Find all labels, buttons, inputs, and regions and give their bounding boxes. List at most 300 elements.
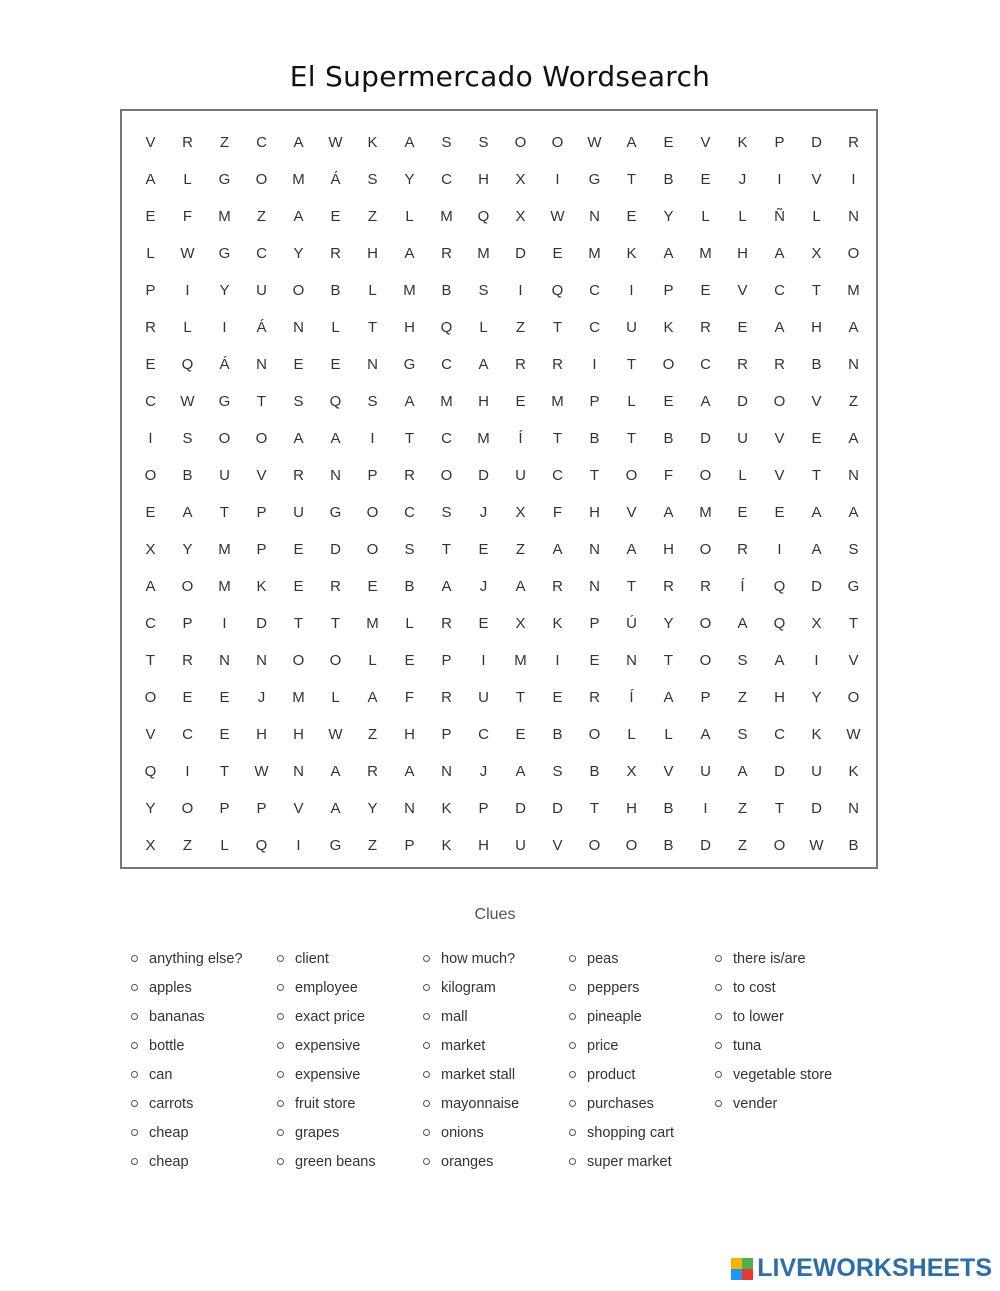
grid-letter[interactable]: U [700,763,711,780]
grid-letter[interactable]: J [257,689,266,706]
grid-letter[interactable]: B [848,837,859,854]
grid-letter[interactable]: T [626,171,637,188]
grid-letter[interactable]: T [330,615,341,632]
grid-letter[interactable]: Y [663,208,674,225]
grid-letter[interactable]: P [589,393,600,410]
grid-letter[interactable]: E [774,504,785,521]
grid-letter[interactable]: O [699,541,712,558]
grid-letter[interactable]: N [626,652,637,669]
grid-letter[interactable]: W [254,763,269,780]
grid-letter[interactable]: O [255,430,268,447]
grid-letter[interactable]: X [515,504,526,521]
grid-letter[interactable]: N [256,356,267,373]
grid-letter[interactable]: T [256,393,267,410]
grid-letter[interactable]: S [848,541,859,558]
grid-letter[interactable]: V [552,837,563,854]
grid-letter[interactable]: C [441,171,452,188]
grid-letter[interactable]: I [370,430,375,447]
grid-letter[interactable]: T [774,800,785,817]
grid-letter[interactable]: A [552,541,563,558]
grid-letter[interactable]: H [478,171,489,188]
grid-letter[interactable]: E [626,208,637,225]
grid-letter[interactable]: R [441,245,452,262]
grid-letter[interactable]: A [404,245,415,262]
grid-letter[interactable]: T [811,467,822,484]
grid-letter[interactable]: R [182,652,193,669]
grid-letter[interactable]: C [182,726,193,743]
grid-letter[interactable]: A [700,726,711,743]
grid-letter[interactable]: S [367,393,378,410]
grid-letter[interactable]: R [552,356,563,373]
grid-letter[interactable]: V [145,726,156,743]
grid-letter[interactable]: N [441,763,452,780]
grid-letter[interactable]: E [219,689,230,706]
grid-letter[interactable]: P [478,800,489,817]
grid-letter[interactable]: E [700,282,711,299]
grid-letter[interactable]: S [737,652,748,669]
grid-letter[interactable]: I [222,319,227,336]
grid-letter[interactable]: Q [329,393,342,410]
grid-letter[interactable]: C [589,282,600,299]
grid-letter[interactable]: H [478,837,489,854]
grid-letter[interactable]: V [848,652,859,669]
grid-letter[interactable]: R [182,134,193,151]
grid-letter[interactable]: A [293,430,304,447]
grid-letter[interactable]: S [478,134,489,151]
grid-letter[interactable]: E [478,615,489,632]
grid-letter[interactable]: O [699,652,712,669]
grid-letter[interactable]: R [330,578,341,595]
grid-letter[interactable]: O [144,689,157,706]
grid-letter[interactable]: P [441,652,452,669]
grid-letter[interactable]: Z [737,689,748,706]
grid-letter[interactable]: P [256,504,267,521]
grid-letter[interactable]: N [848,208,859,225]
grid-letter[interactable]: O [588,837,601,854]
grid-letter[interactable]: L [405,208,414,225]
grid-letter[interactable]: W [180,393,195,410]
grid-letter[interactable]: P [700,689,711,706]
grid-letter[interactable]: Ñ [774,208,785,225]
grid-letter[interactable]: P [774,134,785,151]
grid-letter[interactable]: I [518,282,523,299]
grid-letter[interactable]: O [181,578,194,595]
grid-letter[interactable]: C [441,356,452,373]
grid-letter[interactable]: A [811,504,822,521]
grid-letter[interactable]: E [663,393,674,410]
grid-letter[interactable]: N [589,578,600,595]
grid-letter[interactable]: G [329,504,342,521]
grid-letter[interactable]: W [328,726,343,743]
grid-letter[interactable]: E [478,541,489,558]
grid-letter[interactable]: A [515,763,526,780]
grid-letter[interactable]: Z [256,208,267,225]
grid-letter[interactable]: E [293,541,304,558]
grid-letter[interactable]: I [777,541,782,558]
grid-letter[interactable]: Q [773,615,786,632]
grid-letter[interactable]: E [811,430,822,447]
grid-letter[interactable]: H [478,393,489,410]
grid-letter[interactable]: A [330,763,341,780]
grid-letter[interactable]: W [587,134,602,151]
grid-letter[interactable]: Z [848,393,859,410]
grid-letter[interactable]: C [700,356,711,373]
grid-letter[interactable]: X [145,541,156,558]
grid-letter[interactable]: T [552,430,563,447]
grid-letter[interactable]: L [664,726,673,743]
grid-letter[interactable]: R [330,245,341,262]
grid-letter[interactable]: N [293,763,304,780]
grid-letter[interactable]: I [555,171,560,188]
grid-letter[interactable]: M [218,208,231,225]
grid-letter[interactable]: Y [182,541,193,558]
grid-letter[interactable]: R [404,467,415,484]
grid-letter[interactable]: E [367,578,378,595]
grid-letter[interactable]: N [589,208,600,225]
grid-letter[interactable]: O [366,541,379,558]
grid-letter[interactable]: H [811,319,822,336]
grid-letter[interactable]: O [329,652,342,669]
grid-letter[interactable]: D [737,393,748,410]
grid-letter[interactable]: V [811,393,822,410]
grid-letter[interactable]: Q [551,282,564,299]
grid-letter[interactable]: A [848,319,859,336]
grid-letter[interactable]: P [256,541,267,558]
grid-letter[interactable]: M [514,652,527,669]
grid-letter[interactable]: L [220,837,229,854]
grid-letter[interactable]: C [256,245,267,262]
grid-letter[interactable]: L [368,282,377,299]
grid-letter[interactable]: G [218,245,231,262]
grid-letter[interactable]: E [552,689,563,706]
grid-letter[interactable]: F [552,504,563,521]
grid-letter[interactable]: T [219,763,230,780]
grid-letter[interactable]: Z [367,726,378,743]
grid-letter[interactable]: A [737,763,748,780]
grid-letter[interactable]: O [514,134,527,151]
grid-letter[interactable]: E [552,245,563,262]
grid-letter[interactable]: E [219,726,230,743]
grid-letter[interactable]: F [404,689,415,706]
grid-letter[interactable]: E [515,726,526,743]
grid-letter[interactable]: U [737,430,748,447]
grid-letter[interactable]: H [589,504,600,521]
grid-letter[interactable]: L [331,689,340,706]
grid-letter[interactable]: M [292,171,305,188]
grid-letter[interactable]: C [774,726,785,743]
grid-letter[interactable]: N [848,356,859,373]
grid-letter[interactable]: L [183,171,192,188]
grid-letter[interactable]: O [588,726,601,743]
grid-letter[interactable]: B [589,430,600,447]
grid-letter[interactable]: S [182,430,193,447]
grid-letter[interactable]: D [552,800,563,817]
grid-letter[interactable]: P [404,837,415,854]
grid-letter[interactable]: L [146,245,155,262]
grid-letter[interactable]: M [403,282,416,299]
grid-letter[interactable]: A [182,504,193,521]
grid-letter[interactable]: C [441,430,452,447]
grid-letter[interactable]: T [848,615,859,632]
grid-letter[interactable]: G [329,837,342,854]
grid-letter[interactable]: W [328,134,343,151]
grid-letter[interactable]: I [185,763,190,780]
grid-letter[interactable]: Í [740,578,745,595]
grid-letter[interactable]: K [441,800,452,817]
grid-letter[interactable]: P [367,467,378,484]
grid-letter[interactable]: S [441,134,452,151]
grid-letter[interactable]: Z [737,837,748,854]
grid-letter[interactable]: L [183,319,192,336]
grid-letter[interactable]: G [403,356,416,373]
grid-letter[interactable]: Á [330,171,341,188]
grid-letter[interactable]: F [663,467,674,484]
grid-letter[interactable]: E [182,689,193,706]
grid-letter[interactable]: I [296,837,301,854]
grid-letter[interactable]: A [293,134,304,151]
grid-letter[interactable]: A [330,430,341,447]
grid-letter[interactable]: N [256,652,267,669]
grid-letter[interactable]: A [774,652,785,669]
grid-letter[interactable]: X [811,615,822,632]
grid-letter[interactable]: F [182,208,193,225]
grid-letter[interactable]: H [256,726,267,743]
grid-letter[interactable]: N [589,541,600,558]
grid-letter[interactable]: V [145,134,156,151]
grid-letter[interactable]: U [219,467,230,484]
grid-letter[interactable]: P [145,282,156,299]
grid-letter[interactable]: C [478,726,489,743]
grid-letter[interactable]: V [626,504,637,521]
grid-letter[interactable]: A [404,393,415,410]
grid-letter[interactable]: O [551,134,564,151]
grid-letter[interactable]: S [441,504,452,521]
grid-letter[interactable]: O [699,615,712,632]
grid-letter[interactable]: B [663,430,674,447]
grid-letter[interactable]: V [663,763,674,780]
grid-letter[interactable]: T [626,430,637,447]
grid-letter[interactable]: X [515,615,526,632]
grid-letter[interactable]: Q [255,837,268,854]
grid-letter[interactable]: Y [404,171,415,188]
grid-letter[interactable]: T [811,282,822,299]
grid-letter[interactable]: R [737,356,748,373]
grid-letter[interactable]: A [663,504,674,521]
grid-letter[interactable]: E [330,208,341,225]
grid-letter[interactable]: A [404,134,415,151]
grid-letter[interactable]: V [811,171,822,188]
grid-letter[interactable]: A [774,319,785,336]
grid-letter[interactable]: Z [515,541,526,558]
grid-letter[interactable]: K [848,763,859,780]
grid-letter[interactable]: N [848,800,859,817]
grid-letter[interactable]: K [737,134,748,151]
grid-letter[interactable]: B [330,282,341,299]
grid-letter[interactable]: R [515,356,526,373]
grid-letter[interactable]: K [367,134,378,151]
grid-letter[interactable]: H [626,800,637,817]
grid-letter[interactable]: U [293,504,304,521]
grid-letter[interactable]: A [404,763,415,780]
grid-letter[interactable]: P [182,615,193,632]
grid-letter[interactable]: A [145,578,156,595]
grid-letter[interactable]: H [367,245,378,262]
grid-letter[interactable]: S [367,171,378,188]
grid-letter[interactable]: O [255,171,268,188]
grid-letter[interactable]: I [185,282,190,299]
grid-letter[interactable]: T [293,615,304,632]
grid-letter[interactable]: A [478,356,489,373]
grid-letter[interactable]: R [145,319,156,336]
grid-letter[interactable]: Y [663,615,674,632]
grid-letter[interactable]: G [218,393,231,410]
grid-letter[interactable]: I [148,430,153,447]
grid-letter[interactable]: W [550,208,565,225]
grid-letter[interactable]: T [367,319,378,336]
grid-letter[interactable]: T [404,430,415,447]
grid-letter[interactable]: L [368,652,377,669]
grid-letter[interactable]: M [551,393,564,410]
grid-letter[interactable]: T [219,504,230,521]
grid-letter[interactable]: Z [515,319,526,336]
grid-letter[interactable]: K [441,837,452,854]
grid-letter[interactable]: J [479,578,488,595]
grid-letter[interactable]: A [145,171,156,188]
grid-letter[interactable]: C [256,134,267,151]
grid-letter[interactable]: W [846,726,861,743]
grid-letter[interactable]: U [478,689,489,706]
grid-letter[interactable]: C [552,467,563,484]
grid-letter[interactable]: X [515,208,526,225]
grid-letter[interactable]: E [293,578,304,595]
grid-letter[interactable]: O [144,467,157,484]
grid-letter[interactable]: N [293,319,304,336]
grid-letter[interactable]: H [737,245,748,262]
grid-letter[interactable]: D [811,800,822,817]
grid-letter[interactable]: E [663,134,674,151]
grid-letter[interactable]: A [626,134,637,151]
grid-letter[interactable]: T [663,652,674,669]
grid-letter[interactable]: S [404,541,415,558]
grid-letter[interactable]: Í [629,689,634,706]
grid-letter[interactable]: N [330,467,341,484]
grid-letter[interactable]: I [777,171,782,188]
grid-letter[interactable]: V [774,467,785,484]
grid-letter[interactable]: U [626,319,637,336]
grid-letter[interactable]: O [699,467,712,484]
grid-letter[interactable]: H [404,319,415,336]
grid-letter[interactable]: Q [773,578,786,595]
grid-letter[interactable]: B [663,800,674,817]
grid-letter[interactable]: A [626,541,637,558]
grid-letter[interactable]: M [588,245,601,262]
grid-letter[interactable]: O [847,245,860,262]
grid-letter[interactable]: G [218,171,231,188]
grid-letter[interactable]: R [589,689,600,706]
grid-letter[interactable]: H [774,689,785,706]
grid-letter[interactable]: O [625,837,638,854]
grid-letter[interactable]: E [293,356,304,373]
grid-letter[interactable]: H [293,726,304,743]
grid-letter[interactable]: A [700,393,711,410]
grid-letter[interactable]: R [774,356,785,373]
grid-letter[interactable]: E [145,356,156,373]
grid-letter[interactable]: R [737,541,748,558]
grid-letter[interactable]: T [589,467,600,484]
grid-letter[interactable]: D [515,800,526,817]
grid-letter[interactable]: P [589,615,600,632]
grid-letter[interactable]: O [773,393,786,410]
grid-letter[interactable]: R [293,467,304,484]
grid-letter[interactable]: E [737,504,748,521]
grid-letter[interactable]: I [851,171,856,188]
grid-letter[interactable]: Q [440,319,453,336]
grid-letter[interactable]: A [848,504,859,521]
grid-letter[interactable]: T [145,652,156,669]
grid-letter[interactable]: O [625,467,638,484]
grid-letter[interactable]: L [812,208,821,225]
grid-letter[interactable]: Y [219,282,230,299]
grid-letter[interactable]: Y [145,800,156,817]
grid-letter[interactable]: D [700,430,711,447]
grid-letter[interactable]: R [552,578,563,595]
grid-letter[interactable]: C [145,393,156,410]
grid-letter[interactable]: N [404,800,415,817]
grid-letter[interactable]: L [627,726,636,743]
grid-letter[interactable]: M [847,282,860,299]
grid-letter[interactable]: E [145,504,156,521]
grid-letter[interactable]: I [592,356,597,373]
grid-letter[interactable]: S [478,282,489,299]
grid-letter[interactable]: M [366,615,379,632]
grid-letter[interactable]: A [515,578,526,595]
grid-letter[interactable]: O [292,282,305,299]
grid-letter[interactable]: J [479,763,488,780]
grid-letter[interactable]: I [703,800,708,817]
grid-letter[interactable]: M [699,504,712,521]
grid-letter[interactable]: B [589,763,600,780]
grid-letter[interactable]: C [589,319,600,336]
grid-letter[interactable]: S [293,393,304,410]
grid-letter[interactable]: O [773,837,786,854]
grid-letter[interactable]: Z [367,837,378,854]
grid-letter[interactable]: A [737,615,748,632]
grid-letter[interactable]: L [738,208,747,225]
grid-letter[interactable]: Í [518,430,523,447]
grid-letter[interactable]: L [479,319,488,336]
grid-letter[interactable]: T [626,578,637,595]
grid-letter[interactable]: O [662,356,675,373]
grid-letter[interactable]: Q [477,208,490,225]
grid-letter[interactable]: A [774,245,785,262]
grid-letter[interactable]: R [663,578,674,595]
grid-letter[interactable]: A [441,578,452,595]
grid-letter[interactable]: J [479,504,488,521]
grid-letter[interactable]: O [218,430,231,447]
grid-letter[interactable]: M [477,245,490,262]
grid-letter[interactable]: U [256,282,267,299]
grid-letter[interactable]: P [256,800,267,817]
grid-letter[interactable]: I [222,615,227,632]
grid-letter[interactable]: V [774,430,785,447]
grid-letter[interactable]: A [663,245,674,262]
grid-letter[interactable]: O [440,467,453,484]
grid-letter[interactable]: W [180,245,195,262]
grid-letter[interactable]: X [811,245,822,262]
grid-letter[interactable]: B [811,356,822,373]
grid-letter[interactable]: D [256,615,267,632]
grid-letter[interactable]: P [219,800,230,817]
